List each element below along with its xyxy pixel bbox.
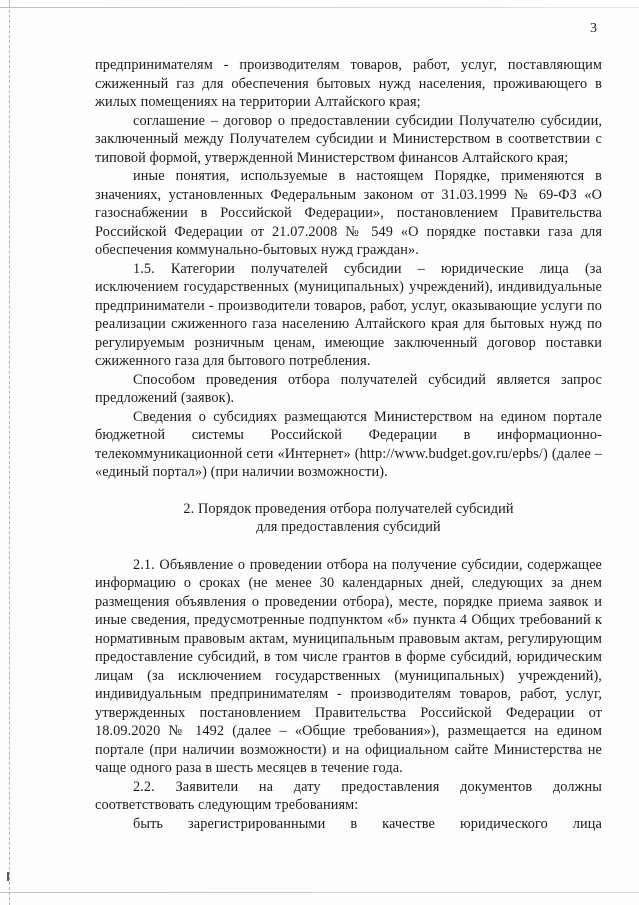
paragraph-continuation: предпринимателям - производителям товаров, работ, услуг, поставляющим сжиженный газ для обеспечения бытовых нужд населения, проживающего в жилых помещениях на территории Алтайского края;	[95, 57, 602, 110]
section-2-heading	[95, 500, 602, 537]
paragraph-2-2-requirement-1: быть зарегистрированными в качестве юридического лица	[133, 815, 602, 832]
paragraph-svedeniya-o-subsidiyah: Сведения о субсидиях размещаются Министерством на едином портале бюджетной системы Российской Федерации в информационно-телекоммуникационной сети «Интернет» (http://www.budget.gov.ru/epbs/) (далее – «единый портал») (при наличии возможности).	[95, 408, 602, 480]
section-2-heading-line2: для предоставления субсидий	[256, 519, 441, 535]
paragraph-2-2: 2.2. Заявители на дату предоставления документов должны соответствовать следующим требованиям:	[95, 778, 602, 813]
paragraph-inye-ponyatiya: иные понятия, используемые в настоящем Порядке, применяются в значениях, установленных Федеральным законом от 31.03.1999 № 69-ФЗ «О газоснабжении в Российской Федерации», постановлением Правительства Российской Федерации от 21.07.2008 № 549 «О порядке поставки газа для обеспечения коммунально-бытовых нужд граждан».	[95, 168, 602, 258]
paragraph-sposob-otbora: Способом проведения отбора получателей субсидий является запрос предложений (заявок).	[95, 371, 602, 406]
page-number: 3	[590, 21, 597, 36]
scan-artifact-top-edge	[0, 7, 639, 8]
paragraph-1-5: 1.5. Категории получателей субсидии – юридические лица (за исключением государственных (муниципальных) учреждений), индивидуальные предприниматели - производители товаров, работ, услуг, оказывающие услуги по реализации сжиженного газа населению Алтайского края для бытовых нужд по регулируемым розничным ценам, имеющие заключенный договор поставки сжиженного газа для бытового потребления.	[95, 260, 602, 369]
paragraph-definition-soglashenie: соглашение – договор о предоставлении субсидии Получателю субсидии, заключенный между Получателем субсидии и Министерством в соответствии с типовой формой, утвержденной Министерством финансов Алтайского края;	[95, 112, 602, 166]
document-body	[95, 56, 602, 833]
section-2-heading-line1: 2. Порядок проведения отбора получателей субсидий	[183, 500, 514, 517]
scan-artifact-left-edge	[9, 0, 10, 905]
scan-artifact-mark	[7, 872, 9, 881]
paragraph-2-1: 2.1. Объявление о проведении отбора на получение субсидии, содержащее информацию о сроках (не менее 30 календарных дней, следующих за днем размещения объявления о проведении отбора), месте, порядке приема заявок и иные сведения, предусмотренные подпунктом «б» пункта 4 Общих требований к нормативным правовым актам, муниципальным правовым актам, регулирующим предоставление субсидий, в том числе грантов в форме субсидий, юридическим лицам (за исключением государственных (муниципальных) учреждений), индивидуальным предпринимателям - производителям товаров, работ, услуг, утвержденных постановлением Правительства Российской Федерации от 18.09.2020 № 1492 (далее – «Общие требования»), размещается на едином портале (при наличии возможности) и на официальном сайте Министерства не чаще одного раза в шесть месяцев в течение года.	[95, 556, 602, 776]
scan-artifact-bottom-edge	[0, 892, 639, 893]
